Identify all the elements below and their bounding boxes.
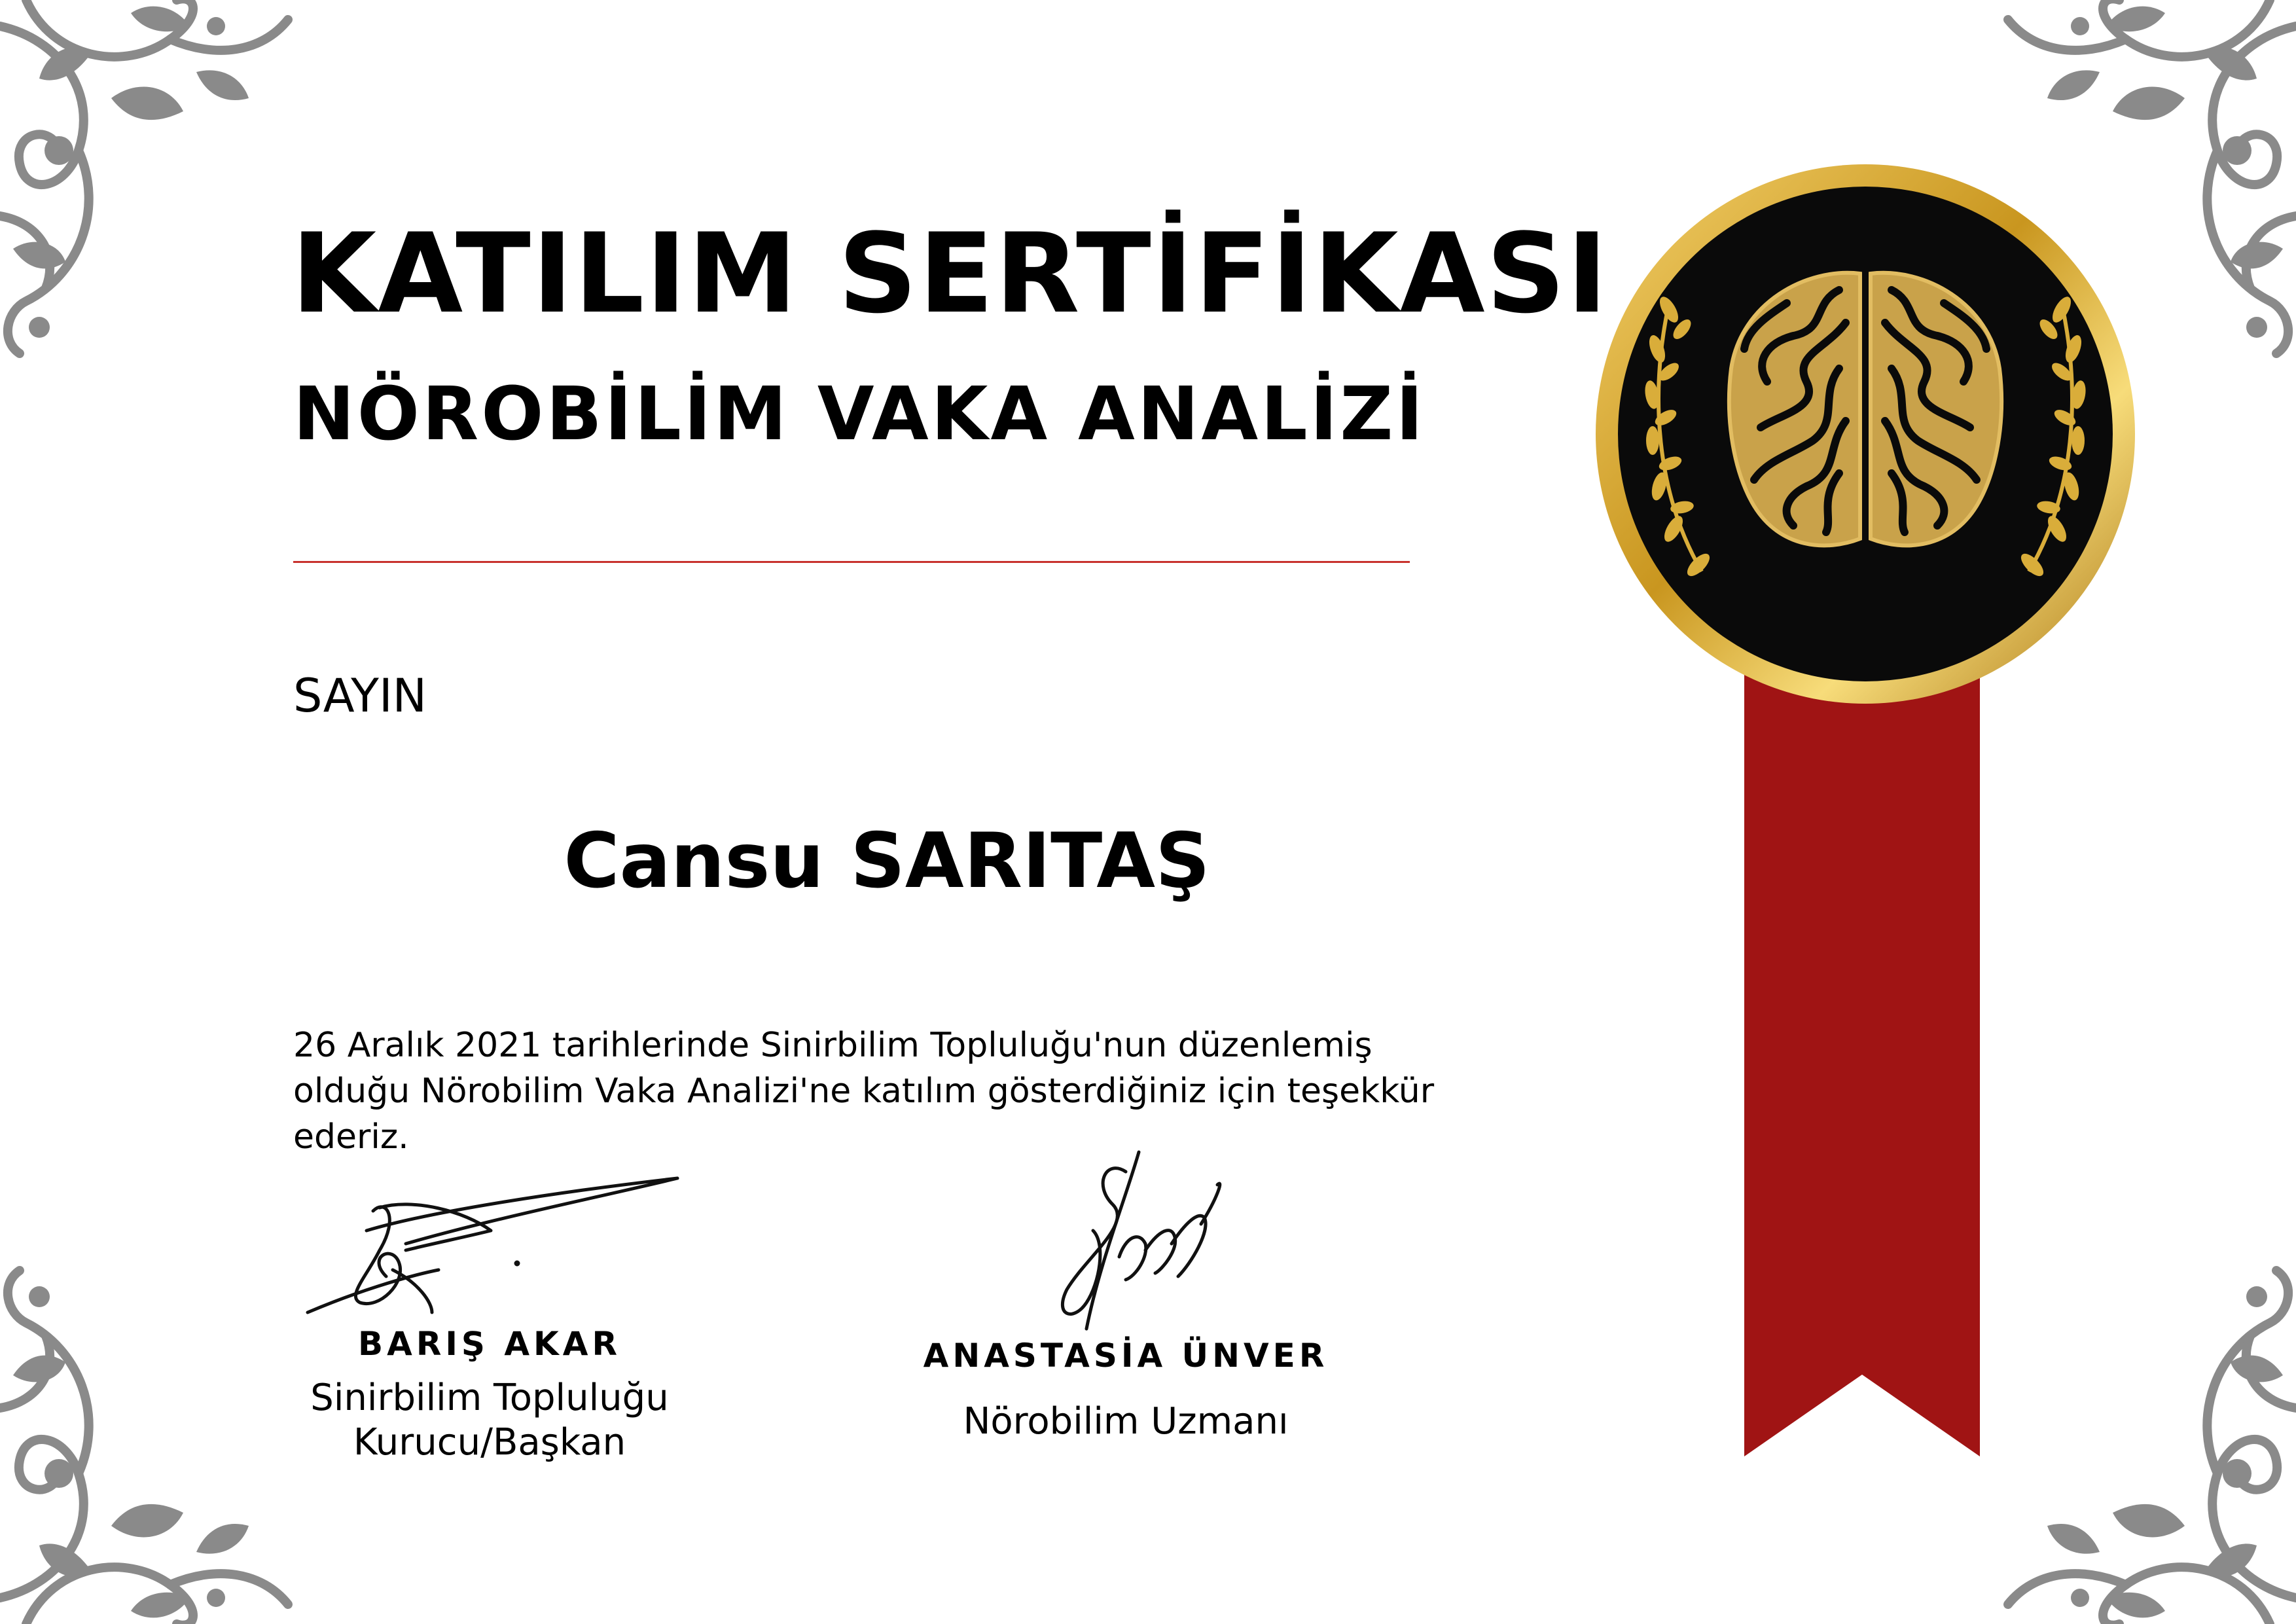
recipient-name: Cansu SARITAŞ	[564, 817, 1210, 905]
signature-baris-akar	[301, 1172, 694, 1322]
signatory-2-role-line1: Nörobilim Uzmanı	[963, 1400, 1289, 1443]
signatory-2	[923, 1337, 1329, 1444]
red-ribbon	[1744, 655, 1980, 1460]
certificate-title: KATILIM SERTİFİKASI	[291, 209, 1609, 338]
corner-ornament-bottom-right	[1929, 1231, 2296, 1624]
signature-anastasia-unver	[1028, 1146, 1237, 1335]
signatory-1	[293, 1325, 686, 1465]
divider-line	[293, 561, 1410, 563]
signatory-1-role-line1: Sinirbilim Topluluğu	[310, 1377, 669, 1419]
signatory-2-name: ANASTASİA ÜNVER	[923, 1337, 1329, 1375]
signatory-1-name: BARIŞ AKAR	[358, 1325, 621, 1363]
brain-medal-icon	[1594, 162, 2137, 706]
signatory-1-role-line2: Kurucu/Başkan	[353, 1421, 626, 1464]
certificate-subtitle: NÖROBİLİM VAKA ANALİZİ	[293, 372, 1426, 457]
salutation: SAYIN	[293, 669, 427, 723]
certificate-body: 26 Aralık 2021 tarihlerinde Sinirbilim Topluluğu'nun düzenlemiş olduğu Nörobilim Vaka Analizi'ne katılım gösterdiğiniz için teşekkür ederiz.	[293, 1026, 1435, 1157]
